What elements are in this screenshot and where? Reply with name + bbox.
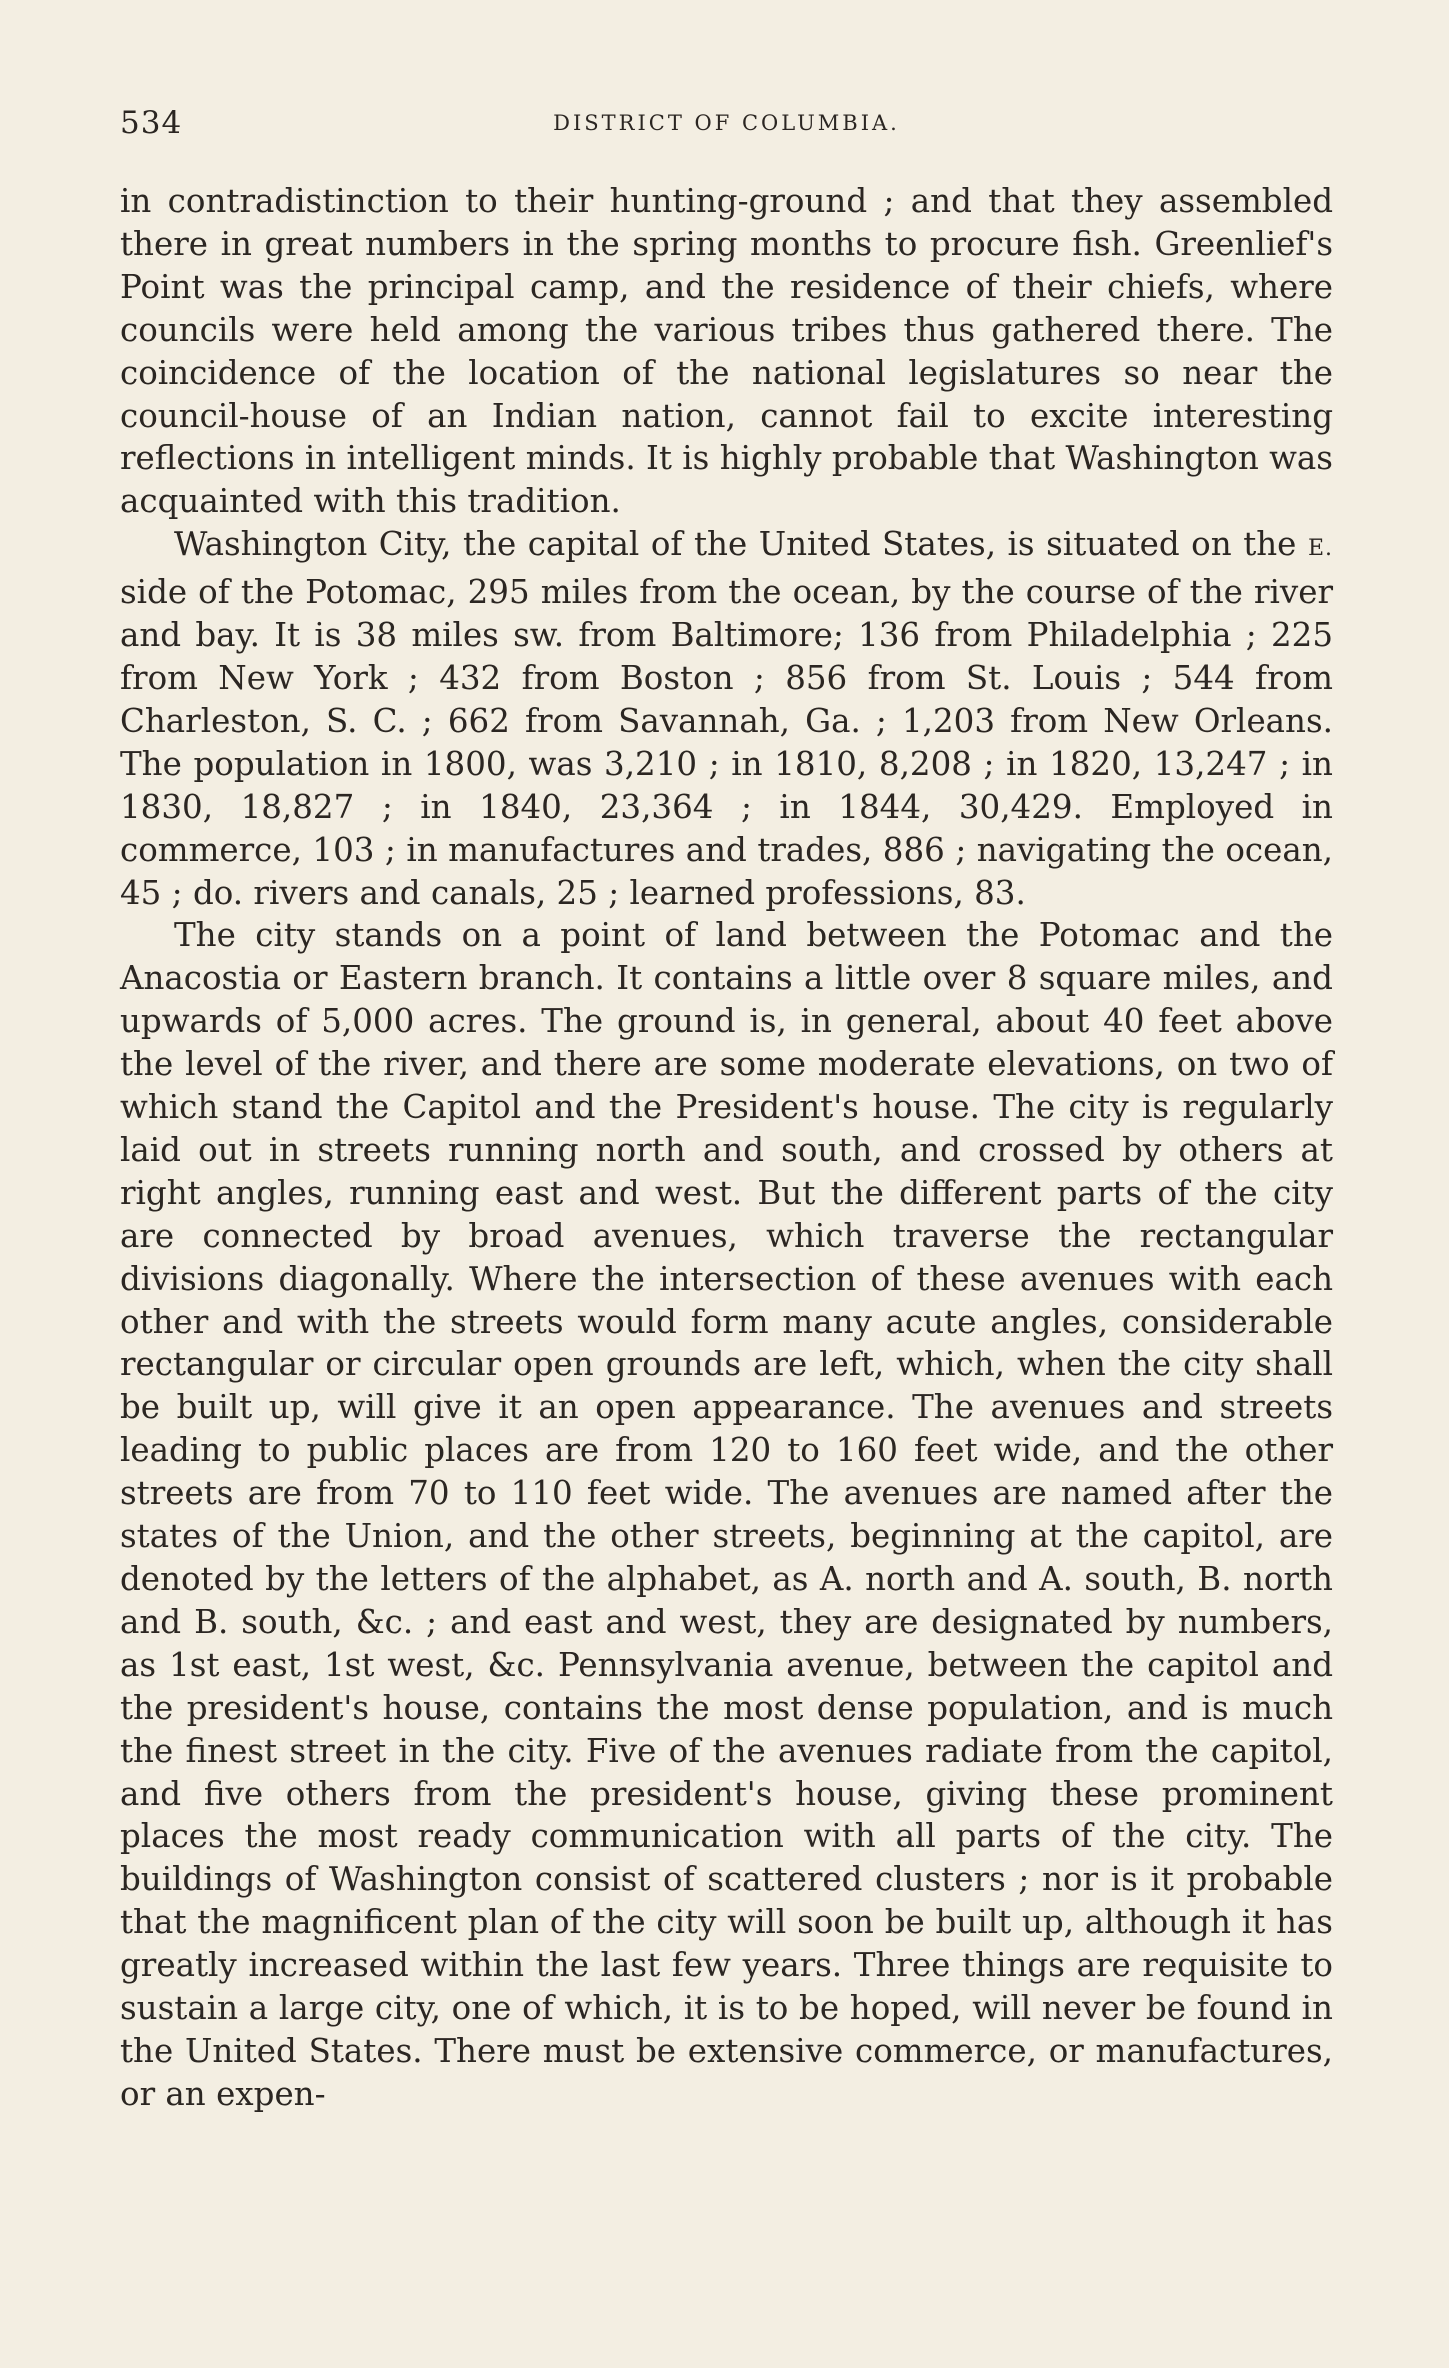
paragraph-washington-city [120,523,1333,914]
paragraph-city-layout: The city stands on a point of land between the Potomac and the Anacostia or Eastern branch. It contains a little over 8 square miles, and upwards of 5,000 acres. The ground is, in general, about 40 feet above the level of the river, and there are some moderate elevations, on two of which stand the Capitol and the President's house. The city is regularly laid out in streets running north and south, and crossed by others at right angles, running east and west. But the different parts of the city are connected by broad avenues, which traverse the rectangular divisions diagonally. Where the intersection of these avenues with each other and with the streets would form many acute angles, considerable rectangular or circular open grounds are left, which, when the city shall be built up, will give it an open appearance. The avenues and streets leading to public places are from 120 to 160 feet wide, and the other streets are from 70 to 110 feet wide. The avenues are named after the states of the Union, and the other streets, beginning at the capitol, are denoted by the letters of the alphabet, as A. north and A. south, B. north and B. south, &c. ; and east and west, they are designated by numbers, as 1st east, 1st west, &c. Pennsylvania avenue, between the capitol and the president's house, contains the most dense population, and is much the finest street in the city. Five of the avenues radiate from the capitol, and five others from the president's house, giving these prominent places the most ready communication with all parts of the city. The buildings of Washington consist of scattered clusters ; nor is it probable that the magnificent plan of the city will soon be built up, although it has greatly increased within the last few years. Three things are requisite to sustain a large city, one of which, it is to be hoped, will never be found in the United States. There must be extensive commerce, or manufactures, or an expen- [120,916,1333,2113]
paragraph-continued: in contradistinction to their hunting-ground ; and that they assembled there in great numbers in the spring months to procure fish. Greenlief's Point was the principal camp, and the residence of their chiefs, where councils were held among the various tribes thus gathered there. The coincidence of the location of the national legislatures so near the council-house of an Indian nation, cannot fail to excite interesting reflections in intelligent minds. It is highly probable that Washington was acquainted with this tradition. [120,182,1333,521]
paragraph-text: Washington City, the capital of the United States, is situated on the [174,525,1308,564]
page-number: 534 [120,105,183,141]
direction-abbreviation: E. [1307,536,1333,562]
paragraph-text: side of the Potomac, 295 miles from the ocean, by the course of the river and bay. It is 38 miles sw. from Baltimore; 136 from Philadelphia ; 225 from New York ; 432 from Boston ; 856 from St. Louis ; 544 from Charleston, S. C. ; 662 from Savannah, Ga. ; 1,203 from New Orleans. The population in 1800, was 3,210 ; in 1810, 8,208 ; in 1820, 13,247 ; in 1830, 18,827 ; in 1840, 23,364 ; in 1844, 30,429. Employed in commerce, 103 ; in manufactures and trades, 886 ; navigating the ocean, 45 ; do. rivers and canals, 25 ; learned professions, 83. [120,573,1333,912]
body-text [120,180,1333,2116]
page-header [120,105,1333,145]
running-head: DISTRICT OF COLUMBIA. [553,111,900,135]
